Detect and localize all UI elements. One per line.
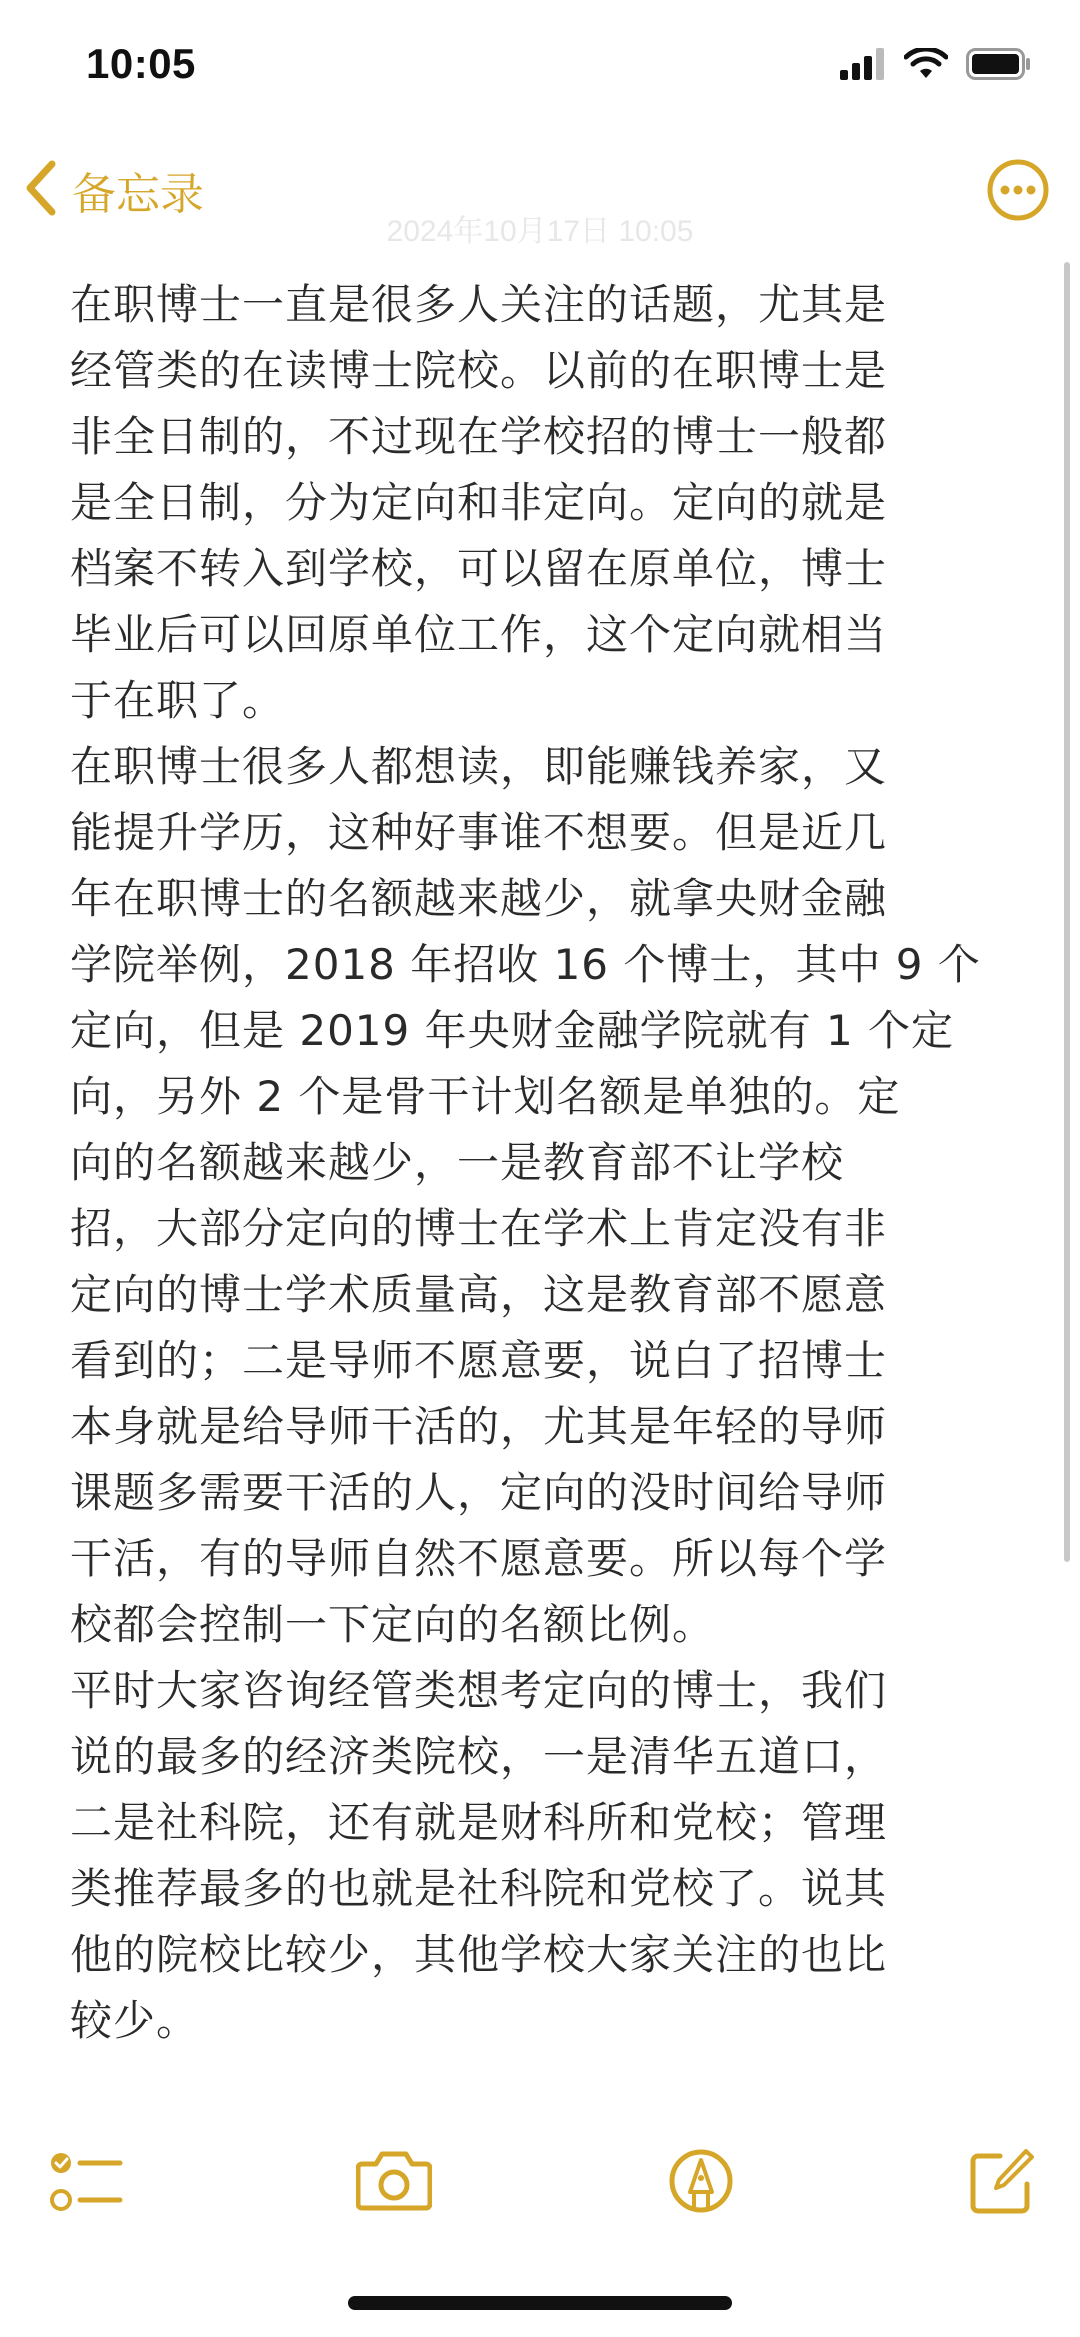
camera-button[interactable]	[356, 2148, 432, 2216]
note-line: 干活，有的导师自然不愿意要。所以每个学	[70, 1534, 888, 1583]
note-line: 经管类的在读博士院校。以前的在职博士是	[70, 346, 888, 395]
note-line: 较少。	[70, 1996, 200, 2045]
note-line: 向，另外 2 个是骨干计划名额是单独的。定	[70, 1072, 901, 1121]
note-line: 本身就是给导师干活的，尤其是年轻的导师	[70, 1402, 888, 1451]
note-line: 类推荐最多的也就是社科院和党校了。说其	[70, 1864, 888, 1913]
home-indicator[interactable]	[348, 2296, 732, 2310]
note-line: 二是社科院，还有就是财科所和党校；管理	[70, 1798, 888, 1847]
ellipsis-circle-icon	[986, 207, 1050, 226]
back-label: 备忘录	[72, 169, 204, 220]
note-line: 档案不转入到学校，可以留在原单位，博士	[70, 544, 888, 593]
camera-icon	[356, 2197, 432, 2216]
compose-icon	[970, 2199, 1034, 2218]
note-line: 向的名额越来越少，一是教育部不让学校	[70, 1138, 845, 1187]
wifi-icon	[904, 48, 948, 80]
note-line: 课题多需要干活的人，定向的没时间给导师	[70, 1468, 888, 1517]
scroll-indicator[interactable]	[1064, 262, 1070, 1562]
note-line: 定向，但是 2019 年央财金融学院就有 1 个定	[70, 1006, 955, 1055]
bottom-toolbar	[0, 2140, 1080, 2250]
markup-pen-icon	[668, 2199, 734, 2218]
checklist-button[interactable]	[48, 2148, 124, 2222]
markup-button[interactable]	[668, 2148, 734, 2218]
note-line: 在职博士很多人都想读，即能赚钱养家，又	[70, 742, 888, 791]
note-line: 看到的；二是导师不愿意要，说白了招博士	[70, 1336, 888, 1385]
note-body[interactable]	[70, 272, 1010, 2054]
status-bar	[0, 0, 1080, 135]
checklist-icon	[48, 2203, 124, 2222]
status-time: 10:05	[86, 40, 196, 87]
battery-icon	[966, 48, 1032, 80]
nav-bar	[0, 150, 1080, 248]
compose-button[interactable]	[970, 2148, 1034, 2218]
note-line: 学院举例，2018 年招收 16 个博士，其中 9 个	[70, 940, 981, 989]
note-line: 毕业后可以回原单位工作，这个定向就相当	[70, 610, 888, 659]
cellular-signal-icon	[840, 48, 886, 80]
note-line: 他的院校比较少，其他学校大家关注的也比	[70, 1930, 888, 1979]
more-button[interactable]	[986, 158, 1050, 226]
note-date: 2024年10月17日 10:05	[386, 215, 694, 248]
note-line: 非全日制的，不过现在学校招的博士一般都	[70, 412, 888, 461]
status-icons	[840, 48, 1032, 80]
note-line: 在职博士一直是很多人关注的话题，尤其是	[70, 280, 888, 329]
note-line: 平时大家咨询经管类想考定向的博士，我们	[70, 1666, 888, 1715]
note-line: 校都会控制一下定向的名额比例。	[70, 1600, 716, 1649]
note-line: 于在职了。	[70, 676, 286, 725]
note-line: 能提升学历，这种好事谁不想要。但是近几	[70, 808, 888, 857]
note-line: 定向的博士学术质量高，这是教育部不愿意	[70, 1270, 888, 1319]
note-line: 说的最多的经济类院校，一是清华五道口，	[70, 1732, 888, 1781]
note-line: 年在职博士的名额越来越少，就拿央财金融	[70, 874, 888, 923]
note-line: 招，大部分定向的博士在学术上肯定没有非	[70, 1204, 888, 1253]
note-line: 是全日制，分为定向和非定向。定向的就是	[70, 478, 888, 527]
